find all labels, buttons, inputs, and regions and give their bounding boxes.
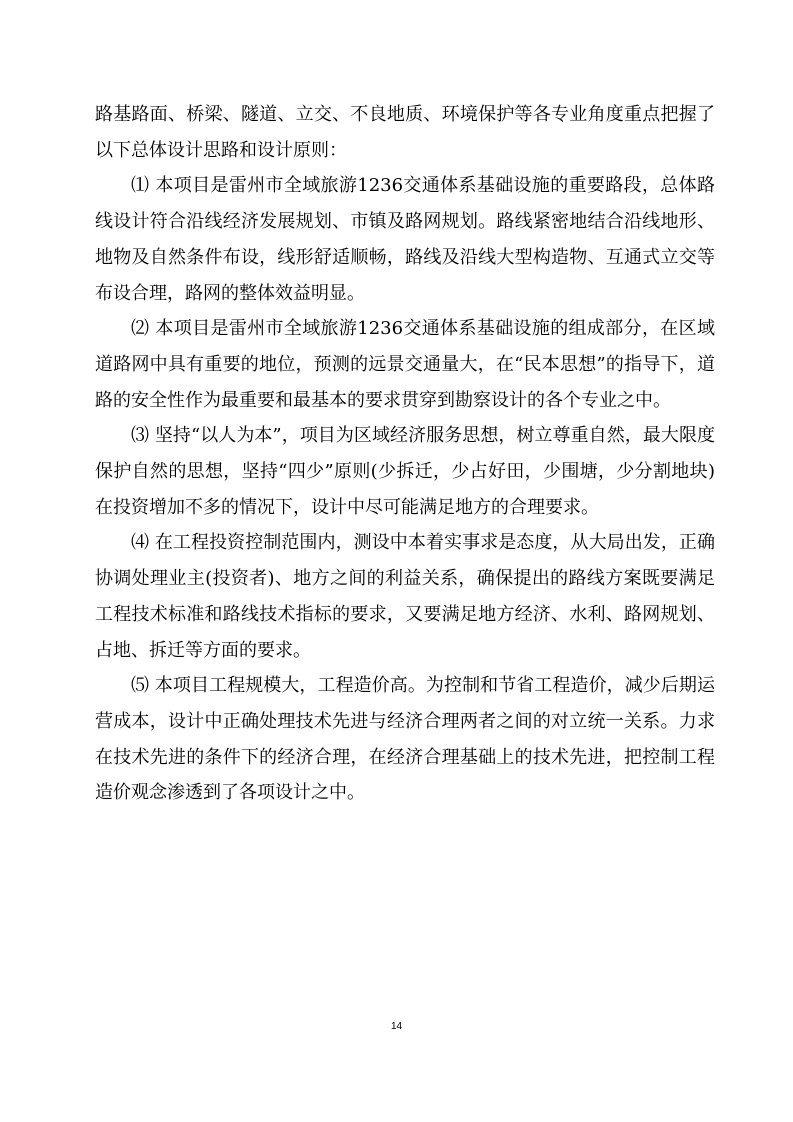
paragraph-item-5: ⑸ 本项目工程规模大，工程造价高。为控制和节省工程造价，减少后期运营成本，设计中正确处理技术先进与经济合理两者之间的对立统一关系。力求在技术先进的条件下的经济合理，在经济合理基础上的技术先进，把控制工程造价观念渗透到了各项设计之中。 (95, 675, 715, 804)
paragraph-item-2: ⑵ 本项目是雷州市全域旅游1236交通体系基础设施的组成部分，在区域道路网中具有重要的地位，预测的远景交通量大，在“民本思想”的指导下，道路的安全性作为最重要和最基本的要求贯穿到勘察设计的各个专业之中。 (95, 318, 715, 411)
body-text (95, 97, 715, 811)
paragraph-item-3: ⑶ 坚持“以人为本”，项目为区域经济服务思想，树立尊重自然，最大限度保护自然的思想，坚持“四少”原则(少拆迁，少占好田，少围塘，少分割地块) 在投资增加不多的情况下，设计中尽可能满足地方的合理要求。 (95, 425, 715, 518)
page-number: 14 (390, 1021, 403, 1032)
paragraph-item-4: ⑷ 在工程投资控制范围内，测设中本着实事求是态度，从大局出发，正确协调处理业主(投资者)、地方之间的利益关系，确保提出的路线方案既要满足工程技术标准和路线技术指标的要求，又要满足地方经济、水利、路网规划、占地、拆迁等方面的要求。 (95, 532, 715, 661)
paragraph-continuation: 路基路面、桥梁、隧道、立交、不良地质、环境保护等各专业角度重点把握了以下总体设计思路和设计原则： (95, 104, 715, 161)
paragraph-item-1: ⑴ 本项目是雷州市全域旅游1236交通体系基础设施的重要路段，总体路线设计符合沿线经济发展规划、市镇及路网规划。路线紧密地结合沿线地形、地物及自然条件布设，线形舒适顺畅，路线及沿线大型构造物、互通式立交等布设合理，路网的整体效益明显。 (95, 175, 715, 304)
